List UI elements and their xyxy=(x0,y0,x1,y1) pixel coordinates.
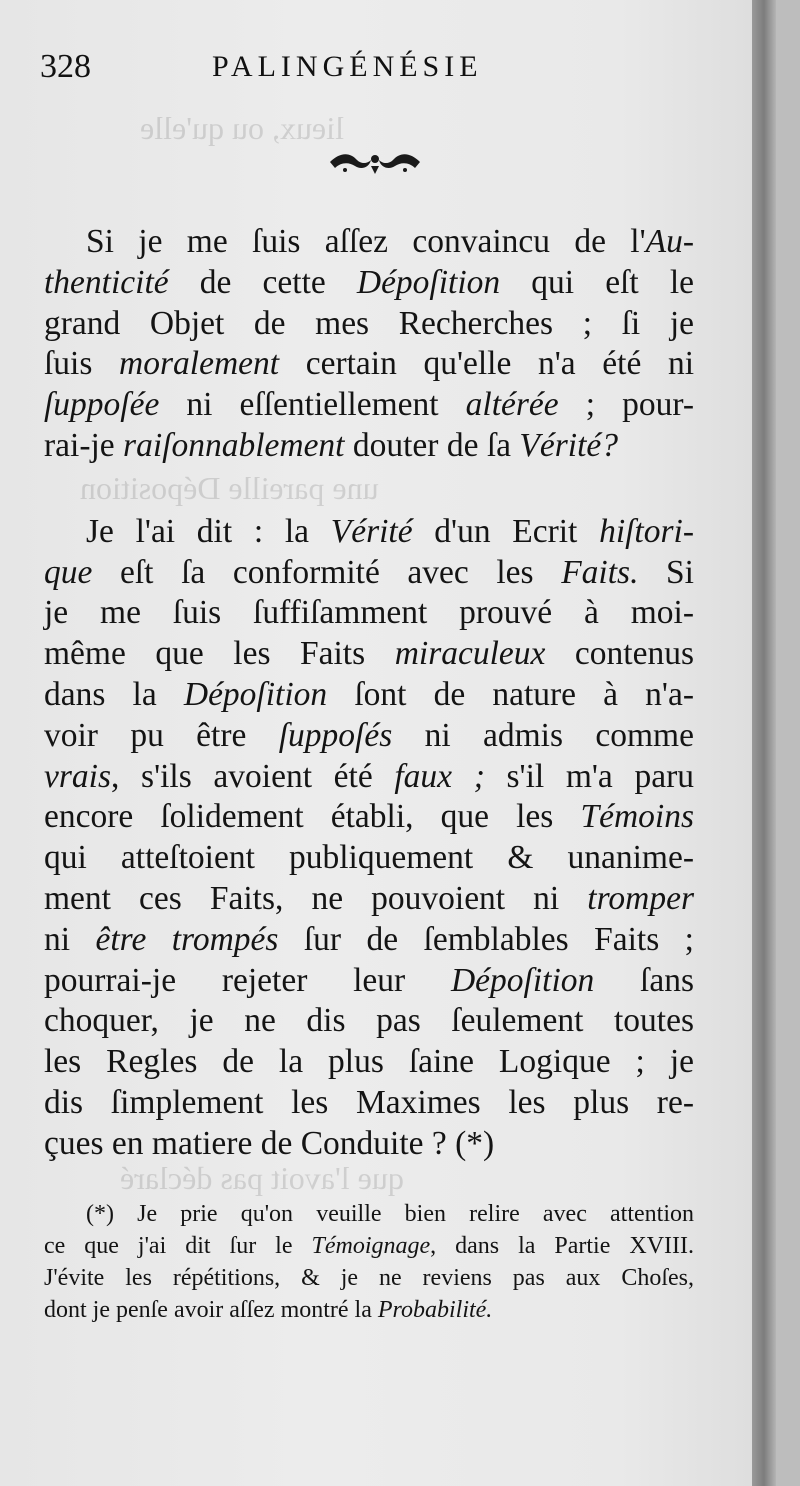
text-segment: ; pour- xyxy=(558,386,694,424)
show-through-text: lieux, ou qu'elle xyxy=(140,110,344,146)
text-line xyxy=(44,634,694,675)
page-edge xyxy=(752,0,776,1486)
text-segment: dans la xyxy=(44,675,184,713)
text-segment: ce que j'ai dit ſur le xyxy=(44,1233,312,1259)
text-segment: pourrai-je rejeter leur xyxy=(44,961,451,999)
italic-segment: ſuppoſés xyxy=(278,716,393,754)
text-segment: ſuis xyxy=(44,345,120,383)
text-segment: qui eſt le xyxy=(500,263,695,301)
italic-segment: raiſonnablement xyxy=(123,426,345,464)
text-line xyxy=(44,426,694,467)
footnote xyxy=(44,1198,694,1326)
italic-segment: moralement xyxy=(119,345,280,383)
text-segment: dont je penſe avoir aſſez montré la xyxy=(44,1297,378,1323)
running-title: PALINGÉNÉSIE xyxy=(212,50,483,83)
text-segment: Si xyxy=(638,553,694,591)
text-line xyxy=(44,344,694,385)
footnote-line xyxy=(44,1294,694,1326)
text-segment: eſt ſa conformité avec les xyxy=(92,553,562,591)
italic-segment: que xyxy=(44,553,93,591)
text-line xyxy=(44,1001,694,1042)
text-segment: J'évite les répétitions, & je ne reviens pas aux Choſes, xyxy=(44,1265,694,1291)
italic-segment: Vérité xyxy=(330,512,413,550)
italic-segment: Dépoſition xyxy=(450,961,595,999)
text-segment: , s'ils avoient été xyxy=(111,757,395,795)
italic-segment: Vérité? xyxy=(519,426,618,464)
text-segment: je me ſuis ſuffiſamment prouvé à moi- xyxy=(44,594,694,632)
text-segment: grand Objet de mes Recherches ; ſi je xyxy=(44,304,694,342)
italic-segment: altérée xyxy=(465,386,559,424)
text-line xyxy=(44,838,694,879)
text-segment: Si je me ſuis aſſez convaincu de l' xyxy=(86,223,646,260)
text-line xyxy=(44,1124,694,1165)
italic-segment: Témoignage xyxy=(311,1233,431,1259)
text-segment: dis ſimplement les Maximes les plus re- xyxy=(44,1083,694,1121)
italic-segment: tromper xyxy=(587,879,694,917)
text-segment: encore ſolidement établi, que les xyxy=(44,798,581,836)
text-line xyxy=(44,757,694,798)
paragraph xyxy=(44,512,694,1165)
text-segment: certain qu'elle n'a été ni xyxy=(279,345,695,383)
text-segment: Je l'ai dit : la xyxy=(86,512,331,550)
text-line xyxy=(44,263,694,304)
italic-segment: vrais xyxy=(44,757,111,795)
italic-segment: Probabilité. xyxy=(377,1297,493,1323)
text-line xyxy=(44,961,694,1002)
text-segment: choquer, je ne dis pas ſeulement toutes xyxy=(44,1002,694,1040)
text-line xyxy=(44,1042,694,1083)
italic-segment: thenticité xyxy=(44,263,169,301)
italic-segment: Au- xyxy=(645,223,694,260)
text-segment: d'un Ecrit xyxy=(412,512,600,550)
italic-segment: Dépoſition xyxy=(183,675,328,713)
text-segment: (*) Je prie qu'on veuille bien relire avec attention xyxy=(86,1201,694,1227)
text-segment: voir pu être xyxy=(44,716,279,754)
text-segment: contenus xyxy=(545,635,694,673)
text-segment: ni xyxy=(44,920,96,958)
text-segment: qui atteſtoient publiquement & unanime- xyxy=(44,839,694,877)
italic-segment: miraculeux xyxy=(394,635,546,673)
text-segment: ſans xyxy=(594,961,695,999)
text-segment: de cette xyxy=(168,263,357,301)
text-line xyxy=(44,593,694,634)
text-segment: même que les Faits xyxy=(44,635,395,673)
text-segment: rai-je xyxy=(44,426,124,464)
italic-segment: Témoins xyxy=(580,798,694,836)
text-segment: douter de ſa xyxy=(344,426,520,464)
text-segment: ment ces Faits, ne pouvoient ni xyxy=(44,879,588,917)
text-segment: s'il m'a paru xyxy=(484,757,694,795)
text-line xyxy=(44,512,694,553)
footnote-line xyxy=(44,1230,694,1262)
text-segment: ſur de ſemblables Faits ; xyxy=(278,920,694,958)
italic-segment: Dépoſition xyxy=(356,263,501,301)
text-segment: çues en matiere de Conduite ? (*) xyxy=(44,1124,495,1162)
text-segment: ſont de nature à n'a- xyxy=(327,675,694,713)
main-text xyxy=(44,222,694,1165)
text-line xyxy=(44,385,694,426)
italic-segment: ſuppoſée xyxy=(44,386,160,424)
text-segment: les Regles de la plus ſaine Logique ; je xyxy=(44,1043,694,1081)
footnote-line xyxy=(44,1262,694,1294)
text-line xyxy=(44,920,694,961)
text-segment: , dans la Partie XVIII. xyxy=(430,1233,694,1259)
running-header xyxy=(40,48,760,98)
paragraph xyxy=(44,222,694,467)
text-line xyxy=(44,1083,694,1124)
text-segment: ni eſſentiellement xyxy=(159,386,466,424)
text-line xyxy=(44,675,694,716)
text-line xyxy=(44,553,694,594)
italic-segment: Faits. xyxy=(561,553,639,591)
text-line xyxy=(44,222,694,263)
show-through-text: que l'avoit pas déclaré xyxy=(120,1160,404,1196)
italic-segment: hiſtori- xyxy=(599,512,694,550)
text-line xyxy=(44,879,694,920)
italic-segment: faux ; xyxy=(394,757,485,795)
floral-ornament-icon xyxy=(325,148,425,178)
italic-segment: être trompés xyxy=(95,920,279,958)
text-line xyxy=(44,716,694,757)
footnote-line xyxy=(44,1198,694,1230)
text-line xyxy=(44,797,694,838)
text-segment: ni admis comme xyxy=(392,716,694,754)
show-through-text: une pareille Déposition xyxy=(80,470,379,506)
text-line xyxy=(44,304,694,345)
page-number: 328 xyxy=(40,48,91,85)
